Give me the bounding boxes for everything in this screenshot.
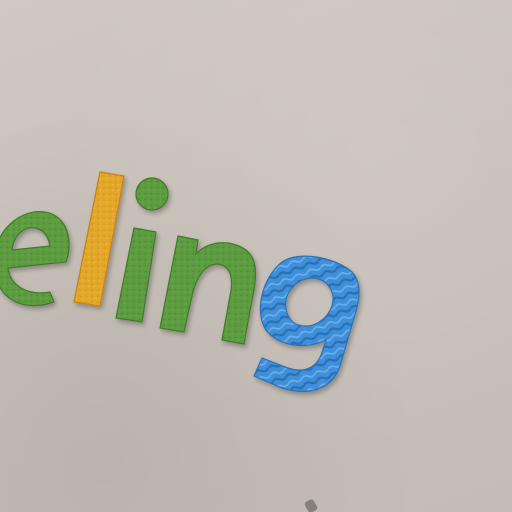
letter-l (74, 172, 124, 306)
letter-g (254, 256, 359, 391)
letter-i (116, 178, 168, 322)
letter-n (160, 236, 256, 344)
